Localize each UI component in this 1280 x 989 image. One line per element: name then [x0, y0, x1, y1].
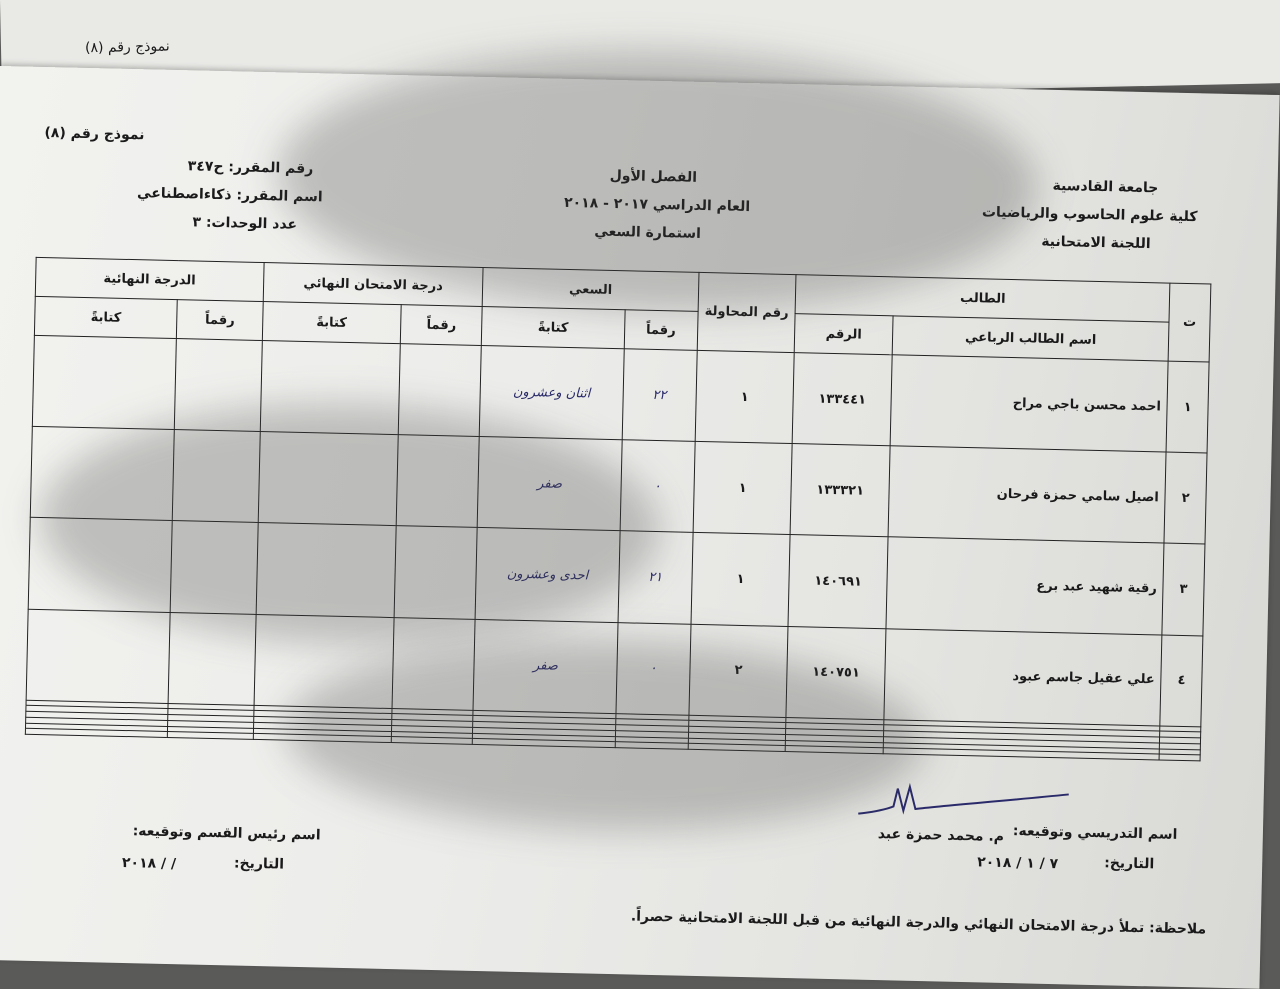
- footer-note: ملاحظة: تملأ درجة الامتحان النهائي والدرجة النهائية من قبل اللجنة الامتحانية حصراً.: [630, 908, 1207, 938]
- exam-digits: [398, 344, 481, 437]
- effort-words: احدى وعشرون: [475, 528, 619, 622]
- exam-digits: [394, 526, 477, 619]
- grade-words: [28, 518, 172, 612]
- col-exam-digits: رقماً: [400, 305, 482, 346]
- instructor-name: م. محمد حمزة عبد: [877, 826, 1005, 845]
- course-name: اسم المقرر: ذكاءاصطناعي: [136, 185, 323, 206]
- exam-words: [254, 614, 394, 708]
- date-label-left: التاريخ:: [1104, 855, 1155, 873]
- col-final-grade: الدرجة النهائية: [35, 257, 264, 301]
- attempt-number: ٢: [689, 624, 789, 717]
- col-seq: ت: [1168, 283, 1210, 362]
- student-number: ١٣٣٤٤١: [792, 353, 892, 446]
- effort-digits: ٠: [620, 440, 695, 533]
- attempt-number: ١: [693, 442, 793, 535]
- col-grade-words: كتابةً: [34, 296, 177, 338]
- row-seq: ٢: [1164, 452, 1207, 544]
- grade-digits: [171, 521, 258, 614]
- course-units: عدد الوحدات: ٣: [192, 214, 298, 233]
- effort-digits: ٢٢: [622, 349, 697, 442]
- student-number: ١٤٠٦٩١: [788, 535, 888, 628]
- col-grade-digits: رقماً: [177, 300, 263, 341]
- col-student: الطالب: [795, 275, 1170, 322]
- effort-words: اثنان وعشرون: [480, 345, 624, 439]
- effort-digits: ٢١: [618, 531, 693, 624]
- date-value-left: ٧ / ١ / ٢٠١٨: [977, 854, 1059, 873]
- col-number: الرقم: [795, 314, 893, 355]
- committee-name: اللجنة الامتحانية: [1041, 233, 1151, 253]
- student-number: ١٣٣٣٢١: [790, 444, 890, 537]
- col-exam-words: كتابةً: [262, 302, 401, 344]
- head-of-dept-label: اسم رئيس القسم وتوقيعه:: [132, 823, 321, 844]
- grades-table: [25, 257, 1212, 762]
- student-name: احمد محسن باجي مراح: [890, 355, 1168, 452]
- row-seq: ١: [1166, 361, 1209, 453]
- student-name: رقية شهيد عبد برع: [886, 537, 1164, 634]
- college-name: كلية علوم الحاسوب والرياضيات: [981, 204, 1198, 226]
- col-effort: السعي: [482, 268, 698, 312]
- exam-words: [256, 523, 396, 617]
- col-attempt: رقم المحاولة: [697, 272, 796, 352]
- date-label-right: التاريخ:: [233, 855, 285, 873]
- student-number: ١٤٠٧٥١: [786, 626, 886, 719]
- academic-year: العام الدراسي ٢٠١٧ - ٢٠١٨: [563, 194, 751, 216]
- exam-words: [258, 432, 398, 526]
- back-form-label: نموذج رقم (٨): [84, 38, 170, 57]
- student-name: اصيل سامي حمزة فرحان: [888, 446, 1166, 543]
- student-name: علي عقيل جاسم عبود: [884, 628, 1162, 725]
- form-title: استمارة السعي: [594, 223, 702, 242]
- date-value-right: / / ٢٠١٨: [121, 854, 177, 873]
- col-name: اسم الطالب الرباعي: [892, 316, 1169, 361]
- row-seq: ٤: [1160, 635, 1203, 727]
- grade-words: [32, 335, 176, 429]
- exam-digits: [392, 617, 475, 710]
- exam-sheet: [0, 66, 1280, 989]
- effort-digits: ٠: [616, 622, 691, 715]
- effort-words: صفر: [473, 619, 617, 713]
- effort-words: صفر: [477, 437, 621, 531]
- university-name: جامعة القادسية: [1052, 177, 1159, 197]
- exam-words: [260, 341, 400, 435]
- row-seq: ٣: [1162, 543, 1205, 635]
- semester: الفصل الأول: [609, 167, 698, 186]
- grade-words: [30, 427, 174, 521]
- form-label: نموذج رقم (٨): [44, 125, 145, 144]
- col-effort-digits: رقماً: [624, 310, 698, 351]
- attempt-number: ١: [695, 350, 795, 443]
- instructor-label: اسم التدريسي وتوقيعه:: [1012, 823, 1178, 843]
- grade-digits: [173, 430, 260, 523]
- instructor-signature: [853, 776, 1074, 831]
- exam-digits: [396, 435, 479, 528]
- grade-digits: [175, 339, 262, 432]
- grade-digits: [168, 612, 255, 705]
- grade-words: [26, 609, 170, 703]
- attempt-number: ١: [691, 533, 791, 626]
- col-final-exam: درجة الامتحان النهائي: [263, 263, 483, 307]
- course-number: رقم المقرر: ح٣٤٧: [187, 158, 314, 178]
- col-effort-words: كتابةً: [482, 307, 625, 349]
